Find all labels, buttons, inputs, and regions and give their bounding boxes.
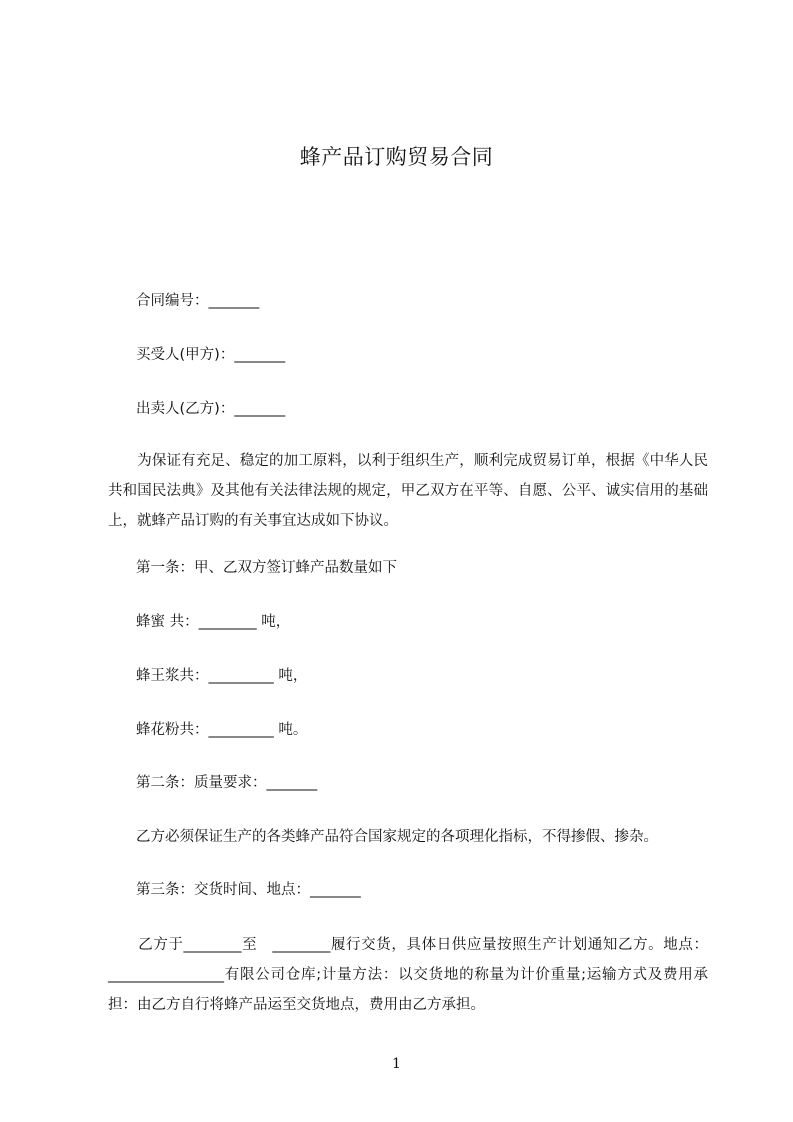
document-title: 蜂产品订购贸易合同: [299, 145, 494, 169]
royal-jelly-quantity-line: 蜂王浆共：_________ 吨，: [136, 668, 308, 684]
buyer-line: 买受人(甲方)：_______: [136, 347, 286, 363]
contract-number-line: 合同编号：_______: [136, 293, 260, 309]
page-number: 1: [392, 1056, 401, 1072]
seller-line: 出卖人(乙方)：_______: [136, 401, 286, 417]
intro-paragraph: 为保证有充足、稳定的加工原料，以利于组织生产，顺利完成贸易订单，根据《中华人民共和国民法典》及其他有关法律法规的规定，甲乙双方在平等、自愿、公平、诚实信用的基础上，就蜂产品订购的有关事宜达成如下协议。: [108, 453, 708, 529]
honey-quantity-line: 蜂蜜 共：________ 吨，: [136, 614, 291, 630]
delivery-paragraph: 乙方于________至 ________履行交货，具体日供应量按照生产计划通知乙方。地点：________________有限公司仓库;计量方法：以交货地的称量为计价重量;运输方式及费用承担：由乙方自行将蜂产品运至交货地点，费用由乙方承担。: [108, 937, 708, 1013]
pollen-quantity-line: 蜂花粉共：_________ 吨。: [136, 722, 308, 738]
quality-requirement-text: 乙方必须保证生产的各类蜂产品符合国家规定的各项理化指标，不得掺假、掺杂。: [136, 829, 658, 845]
article-3-heading: 第三条：交货时间、地点：_______: [136, 882, 361, 898]
article-1-heading: 第一条：甲、乙双方签订蜂产品数量如下: [136, 560, 397, 576]
article-2-heading: 第二条：质量要求：_______: [136, 775, 318, 791]
